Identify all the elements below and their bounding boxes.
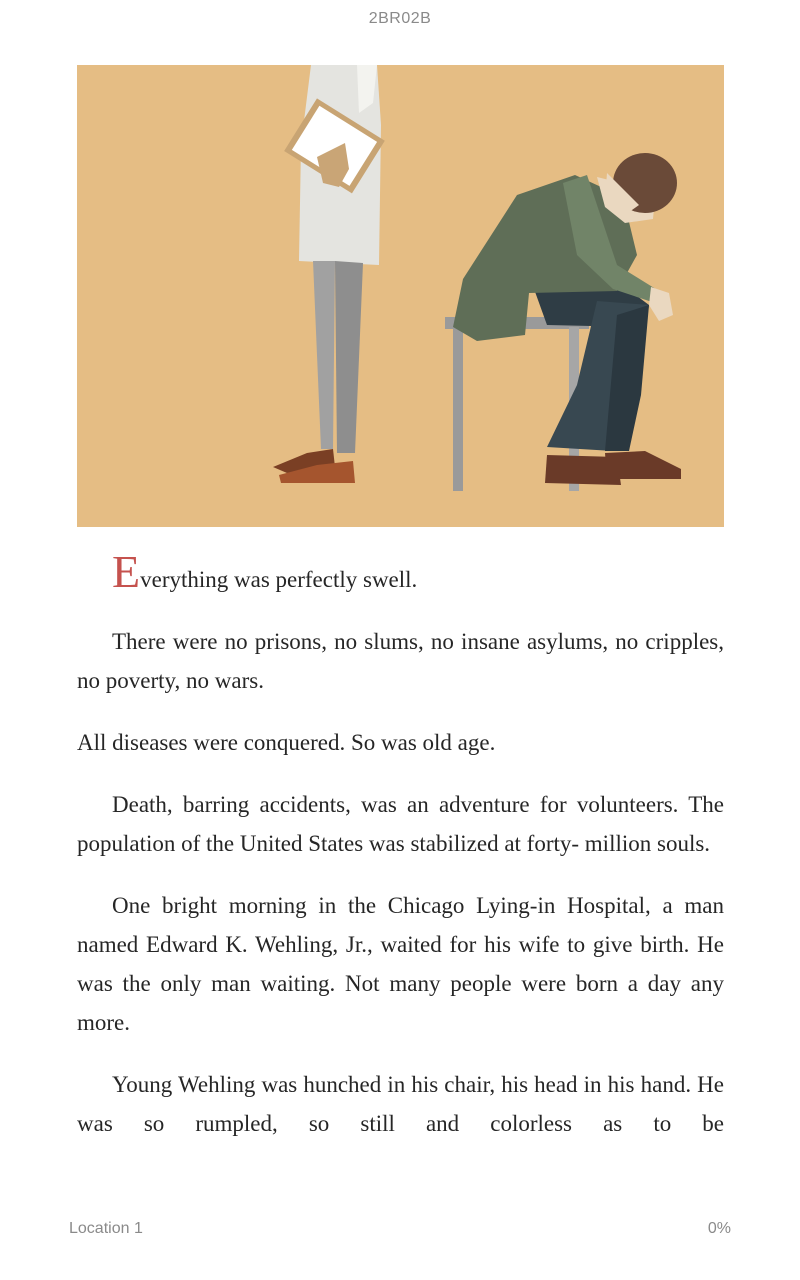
- page-text: [77, 546, 724, 1166]
- opening-sentence: verything was perfectly swell.: [140, 567, 418, 592]
- paragraph: Death, barring accidents, was an adventure for volunteers. The population of the United States was stabilized at forty- million souls.: [77, 792, 724, 856]
- paragraph: There were no prisons, no slums, no insane asylums, no cripples, no poverty, no wars.: [77, 629, 724, 693]
- chapter-illustration: [77, 65, 724, 527]
- opening-paragraph: [77, 546, 724, 599]
- paragraph: All diseases were conquered. So was old age.: [77, 730, 496, 755]
- paragraph: Young Wehling was hunched in his chair, his head in his hand. He was so rumpled, so still and colorless as to be: [77, 1072, 724, 1136]
- progress-percent[interactable]: 0%: [707, 1220, 731, 1237]
- location-indicator[interactable]: Location 1: [69, 1220, 143, 1237]
- paragraph: One bright morning in the Chicago Lying-in Hospital, a man named Edward K. Wehling, Jr., waited for his wife to give birth. He was the only man waiting. Not many people were born a day any more.: [77, 893, 724, 1035]
- book-title: 2BR02B: [368, 10, 432, 27]
- drop-cap: E: [112, 546, 141, 597]
